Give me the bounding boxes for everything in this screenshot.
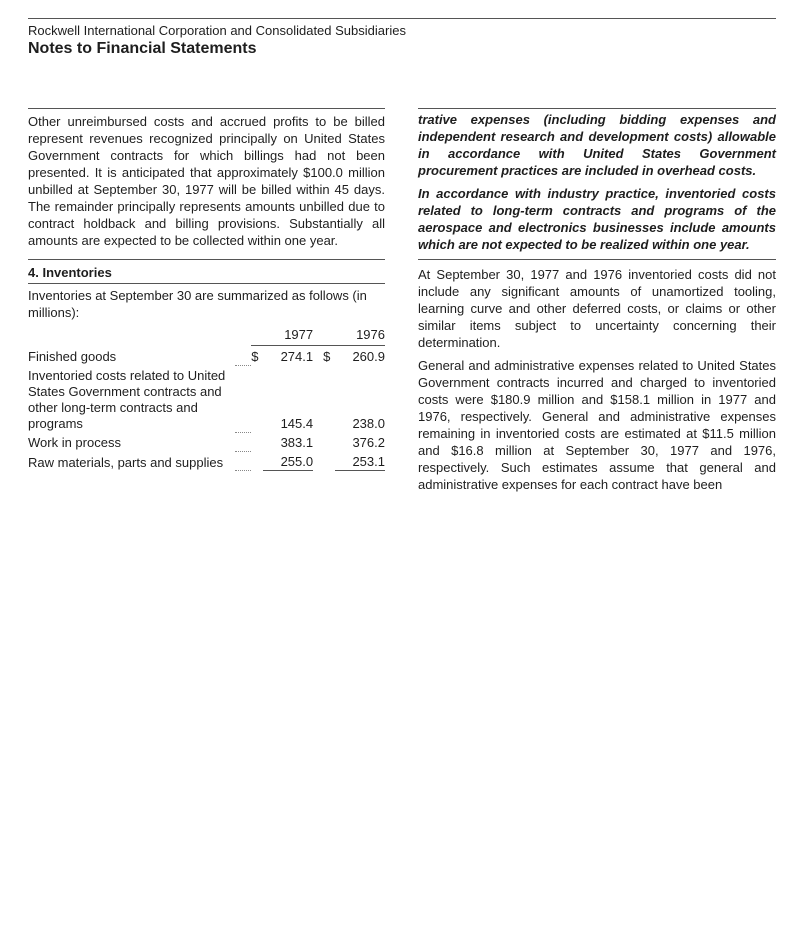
overhead-costs-paragraph: trative expenses (including bidding expenses and independent research and development costs) allowable in accordance with United States Government procurement practices are included in overhead costs.	[418, 112, 776, 178]
unbilled-costs-paragraph: Other unreimbursed costs and accrued profits to be billed represent revenues recognized principally on United States Government contracts for which billings had not been presented. It is anticipated that approximately $100.0 million unbilled at September 30, 1977 will be billed within 45 days. The remainder principally represents amounts unbilled due to contract holdback and billing provisions. Substantially all amounts are expected to be collected within one year.	[28, 114, 385, 248]
table-row	[28, 451, 385, 471]
inventories-table	[28, 327, 385, 471]
value-1977: 274.1	[280, 349, 314, 364]
page-title: Notes to Financial Statements	[28, 40, 257, 57]
value-1976: 238.0	[352, 416, 385, 431]
value-1977: 383.1	[280, 435, 314, 450]
page-header	[28, 18, 776, 59]
row-label: Raw materials, parts and supplies	[28, 454, 224, 470]
value-1977: 145.4	[280, 416, 314, 431]
section-rule	[28, 283, 385, 284]
row-label: Inventoried costs related to United States Government contracts and other long-term contracts and programs	[28, 368, 226, 431]
value-1976: 253.1	[335, 451, 385, 471]
year-1977-header: 1977	[251, 327, 313, 346]
paragraph-rule	[418, 259, 776, 260]
value-1976: 260.9	[352, 349, 385, 364]
ga-expenses-paragraph: General and administrative expenses related to United States Government contracts incurred and charged to inventoried costs were $180.9 million and $158.1 million in 1977 and 1976, respectively. General and administrative expenses remaining in inventoried costs are estimated at $11.5 million and $16.8 million at September 30, 1977 and 1976, respectively. Such estimates assume that general and administrative expenses for each contract have been	[418, 358, 776, 492]
industry-practice-paragraph: In accordance with industry practice, inventoried costs related to long-term contracts and programs of the aerospace and electronics businesses include amounts which are not expected to be realized within one year.	[418, 186, 776, 252]
left-column	[28, 108, 385, 471]
inventories-intro: Inventories at September 30 are summarized as follows (in millions):	[28, 288, 367, 320]
right-column	[418, 108, 776, 499]
currency-symbol: $	[251, 349, 259, 364]
row-label: Work in process	[28, 435, 121, 450]
section-heading-inventories: 4. Inventories	[28, 259, 385, 281]
table-row	[28, 365, 385, 432]
company-name: Rockwell International Corporation and Consolidated Subsidiaries	[28, 23, 406, 38]
row-label: Finished goods	[28, 349, 117, 364]
value-1976: 376.2	[352, 435, 385, 450]
table-row	[28, 346, 385, 366]
italic-notes	[418, 111, 776, 253]
table-header-row	[28, 327, 385, 346]
year-1976-header: 1976	[313, 327, 385, 346]
currency-symbol: $	[323, 349, 331, 364]
deferred-costs-paragraph: At September 30, 1977 and 1976 inventoried costs did not include any significant amounts of unamortized tooling, learning curve and other deferred costs, or claims or other similar items subject to uncertainty concerning their determination.	[418, 267, 776, 350]
table-row	[28, 432, 385, 451]
value-1977: 255.0	[263, 451, 313, 471]
